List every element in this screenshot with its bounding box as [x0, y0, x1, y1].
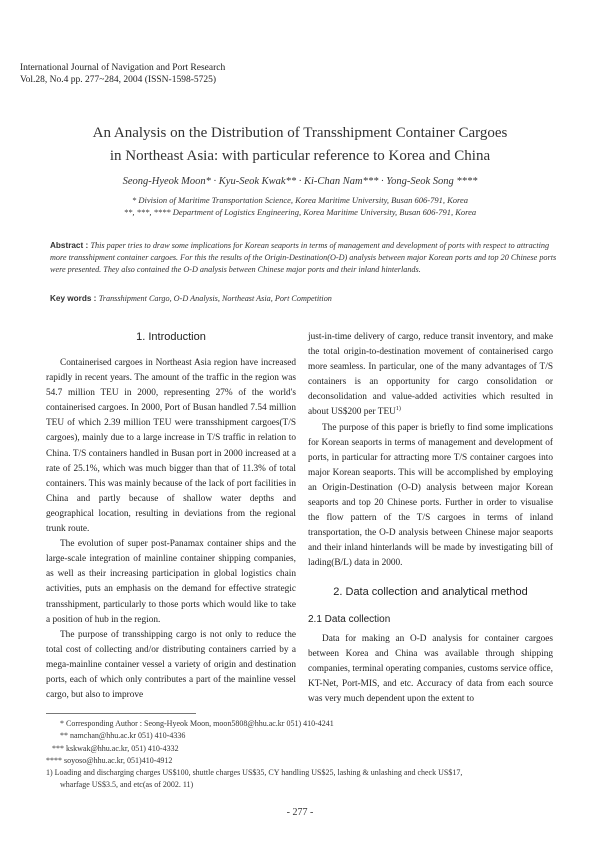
- keywords-label: Key words :: [50, 294, 99, 303]
- title-line-2: in Northeast Asia: with particular reference to Korea and China: [109, 148, 491, 164]
- paragraph: Data for making an O-D analysis for container cargoes between Korea and China was available through shipping companies, terminal operating companies, customs service office, KT-Net, Port-MIS, and etc. Accuracy of data from each source was very much dependent upon the extent to: [308, 634, 553, 705]
- footnote: *** kskwak@hhu.ac.kr, 051) 410-4332: [52, 743, 179, 753]
- section-2-heading: 2. Data collection and analytical method: [333, 586, 528, 598]
- footnote: 1) Loading and discharging charges US$100, shuttle charges US$35, CY handling US$25, lashing & unlashing and check US$17,: [46, 768, 463, 778]
- right-column: [308, 330, 553, 572]
- abstract: [50, 240, 560, 276]
- paragraph: Containerised cargoes in Northeast Asia region have increased rapidly in recent years. The amount of the traffic in the region was 54.7 million TEU in 2000, representing 27% of the world's containerised cargoes. In 2000, Port of Busan handled 7.54 million TEU of which 2.39 million TEU were transshipment cargoes(T/S cargoes), mainly due to a large increase in T/S traffic in relation to China. T/S containers handled in Busan port in 2000 increased at a rate of 25.1%, which was much bigger than that of 11.3% of total containers. This was mainly because of the lack of port facilities in China and partly because of shallow water depths and geographical location, resulting in deviations from the regional trunk route.: [46, 358, 296, 535]
- left-column: [46, 356, 296, 703]
- affiliation-2: **, ***, **** Department of Logistics Engineering, Korea Maritime University, Busan 606-791, Korea: [123, 207, 477, 217]
- footnote: **** soyoso@hhu.ac.kr, 051)410-4912: [46, 755, 173, 765]
- journal-info: [20, 62, 225, 86]
- paper-title: [0, 122, 600, 168]
- paragraph: [308, 330, 553, 421]
- paragraph: The evolution of super post-Panamax container ships and the large-scale integration of mainline container shipping companies, as well as their increasing participation in global logistics chain activities, puts an emphasis on the demand for effective strategic transshipment, particularly to those ports which would like to take a position of hub in the region.: [46, 539, 296, 625]
- paragraph-text: just-in-time delivery of cargo, reduce transit inventory, and make the total origin-to-destination movement of containerised cargo more seamless. In particular, one of the many advantages of T/S containers is an opportunity for cargo consolidation or deconsolidation and value-added activities which resulted in about US$200 per TEU: [308, 332, 553, 418]
- footnote: * Corresponding Author : Seong-Hyeok Moon, moon5808@hhu.ac.kr 051) 410-4241: [60, 719, 334, 728]
- page-number: - 277 -: [286, 807, 314, 818]
- footnote-divider: [46, 713, 196, 714]
- journal-name: International Journal of Navigation and Port Research: [20, 63, 226, 73]
- section-1-heading: 1. Introduction: [136, 331, 206, 343]
- footnote: ** namchan@hhu.ac.kr 051) 410-4336: [60, 731, 186, 741]
- subsection-heading: 2.1 Data collection: [308, 614, 391, 625]
- paragraph: The purpose of transshipping cargo is not only to reduce the total cost of collecting and/or distributing containers carried by a mega-mainline container vessel a variety of origin and destination ports, each of which only contributes a part of the mainline vessel cargo, but also to improve: [46, 629, 296, 701]
- section-2-text: [308, 632, 553, 707]
- keywords: [50, 294, 560, 303]
- affiliation-1: * Division of Maritime Transportation Science, Korea Maritime University, Busan 606-791, Korea: [131, 195, 469, 205]
- footnote-ref: 1): [395, 406, 401, 413]
- keywords-text: Transshipment Cargo, O-D Analysis, Northeast Asia, Port Competition: [98, 294, 332, 303]
- footnote: wharfage US$3.5, and etc(as of 2002. 11): [60, 780, 194, 790]
- authors: Seong-Hyeok Moon* · Kyu-Seok Kwak** · Ki-Chan Nam*** · Yong-Seok Song ****: [122, 176, 478, 187]
- footnotes: [46, 718, 556, 792]
- paragraph: The purpose of this paper is briefly to find some implications for Korean seaports in terms of management and development of ports, in particular for attracting more T/S container cargoes into major Korean seaports. This will be accomplished by employing an Origin-Destination (O-D) analysis between major Korean seaports and top 20 Chinese ports. Further in order to visualise the flow pattern of the T/S cargoes in terms of inland transportation, the O-D analysis between Chinese major seaports and their inland hinterlands will be made by investigating bill of lading(B/L) data in 2000.: [308, 422, 553, 569]
- abstract-text: This paper tries to draw some implications for Korean seaports in terms of management and development of ports with respect to attracting more transshipment container cargoes. For this the results of the Origin-Destination(O-D) analysis between major Korean ports and top 20 Chinese ports were presented. They also contained the O-D analysis between Chinese major ports and their inland hinterlands.: [50, 241, 557, 274]
- abstract-label: Abstract :: [50, 241, 91, 250]
- journal-volume: Vol.28, No.4 pp. 277~284, 2004 (ISSN-1598-5725): [20, 75, 217, 85]
- title-line-1: An Analysis on the Distribution of Transshipment Container Cargoes: [92, 125, 508, 141]
